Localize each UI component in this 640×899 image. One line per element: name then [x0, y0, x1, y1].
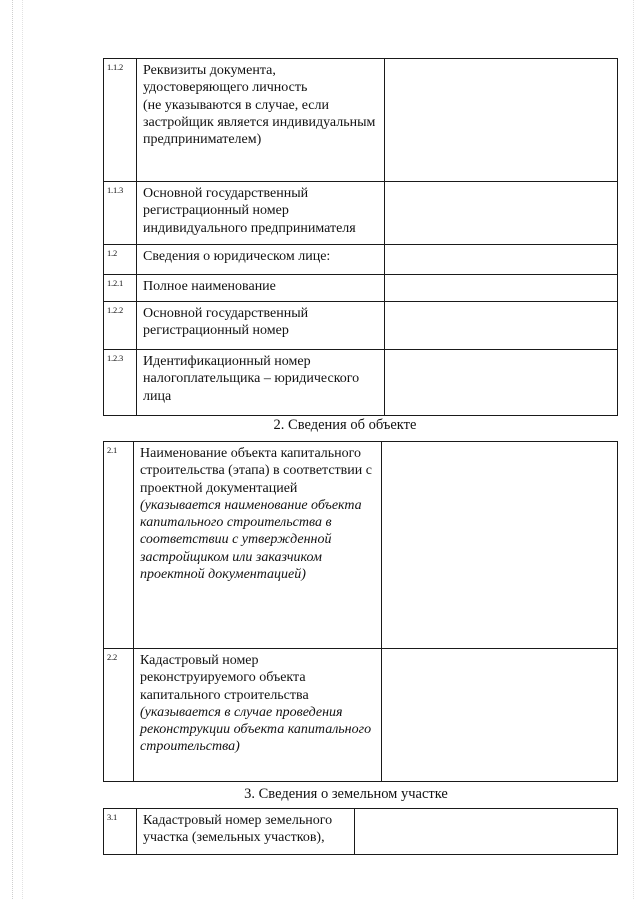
value-cell[interactable] — [385, 275, 618, 302]
row-label — [134, 649, 382, 782]
value-cell[interactable] — [355, 809, 618, 855]
row-label — [134, 442, 382, 649]
row-label — [137, 59, 385, 182]
row-label-text: Наименование объекта капитального строительства (этапа) в соответствии с проектной документацией — [140, 446, 372, 496]
row-label-note: (не указываются в случае, если застройщик является индивидуальным предпринимателем) — [143, 97, 376, 148]
table-row — [104, 59, 618, 182]
value-cell[interactable] — [382, 649, 618, 782]
row-label-text: Кадастровый номер реконструируемого объекта капитального строительства — [140, 653, 309, 703]
row-label: Сведения о юридическом лице: — [137, 245, 385, 275]
value-cell[interactable] — [385, 59, 618, 182]
object-table — [103, 441, 618, 782]
row-number: 1.1.3 — [104, 182, 137, 245]
applicant-table — [103, 58, 618, 416]
table-row — [104, 182, 618, 245]
value-cell[interactable] — [385, 350, 618, 416]
row-label-note: (указывается наименование объекта капитального строительства в соответствии с утвержденной застройщиком или заказчиком проектной документацией) — [140, 497, 362, 583]
table-row — [104, 302, 618, 350]
table-row — [104, 275, 618, 302]
row-number: 1.2.2 — [104, 302, 137, 350]
scan-margin-line — [633, 0, 634, 899]
row-label: Полное наименование — [137, 275, 385, 302]
land-table — [103, 808, 618, 855]
table-row — [104, 649, 618, 782]
value-cell[interactable] — [385, 182, 618, 245]
row-number: 2.2 — [104, 649, 134, 782]
row-label: Основной государственный регистрационный номер — [137, 302, 385, 350]
row-number: 1.2 — [104, 245, 137, 275]
section-title: 3. Сведения о земельном участке — [244, 786, 448, 802]
row-label-note: (указывается в случае проведения реконструкции объекта капитального строительства) — [140, 704, 372, 755]
value-cell[interactable] — [385, 245, 618, 275]
table-row — [104, 350, 618, 416]
row-number: 1.2.1 — [104, 275, 137, 302]
row-number: 2.1 — [104, 442, 134, 649]
scan-margin-line — [12, 0, 13, 899]
table-row — [104, 809, 618, 855]
value-cell[interactable] — [382, 442, 618, 649]
scan-margin-line — [22, 0, 23, 899]
row-label: Кадастровый номер земельного участка (земельных участков), — [137, 809, 355, 855]
section-title: 2. Сведения об объекте — [273, 417, 417, 433]
row-number: 1.1.2 — [104, 59, 137, 182]
row-label-text: Реквизиты документа, удостоверяющего личность — [143, 63, 308, 96]
value-cell[interactable] — [385, 302, 618, 350]
table-row — [104, 442, 618, 649]
row-label: Основной государственный регистрационный номер индивидуального предпринимателя — [137, 182, 385, 245]
row-label: Идентификационный номер налогоплательщика – юридического лица — [137, 350, 385, 416]
row-number: 1.2.3 — [104, 350, 137, 416]
table-row — [104, 245, 618, 275]
row-number: 3.1 — [104, 809, 137, 855]
